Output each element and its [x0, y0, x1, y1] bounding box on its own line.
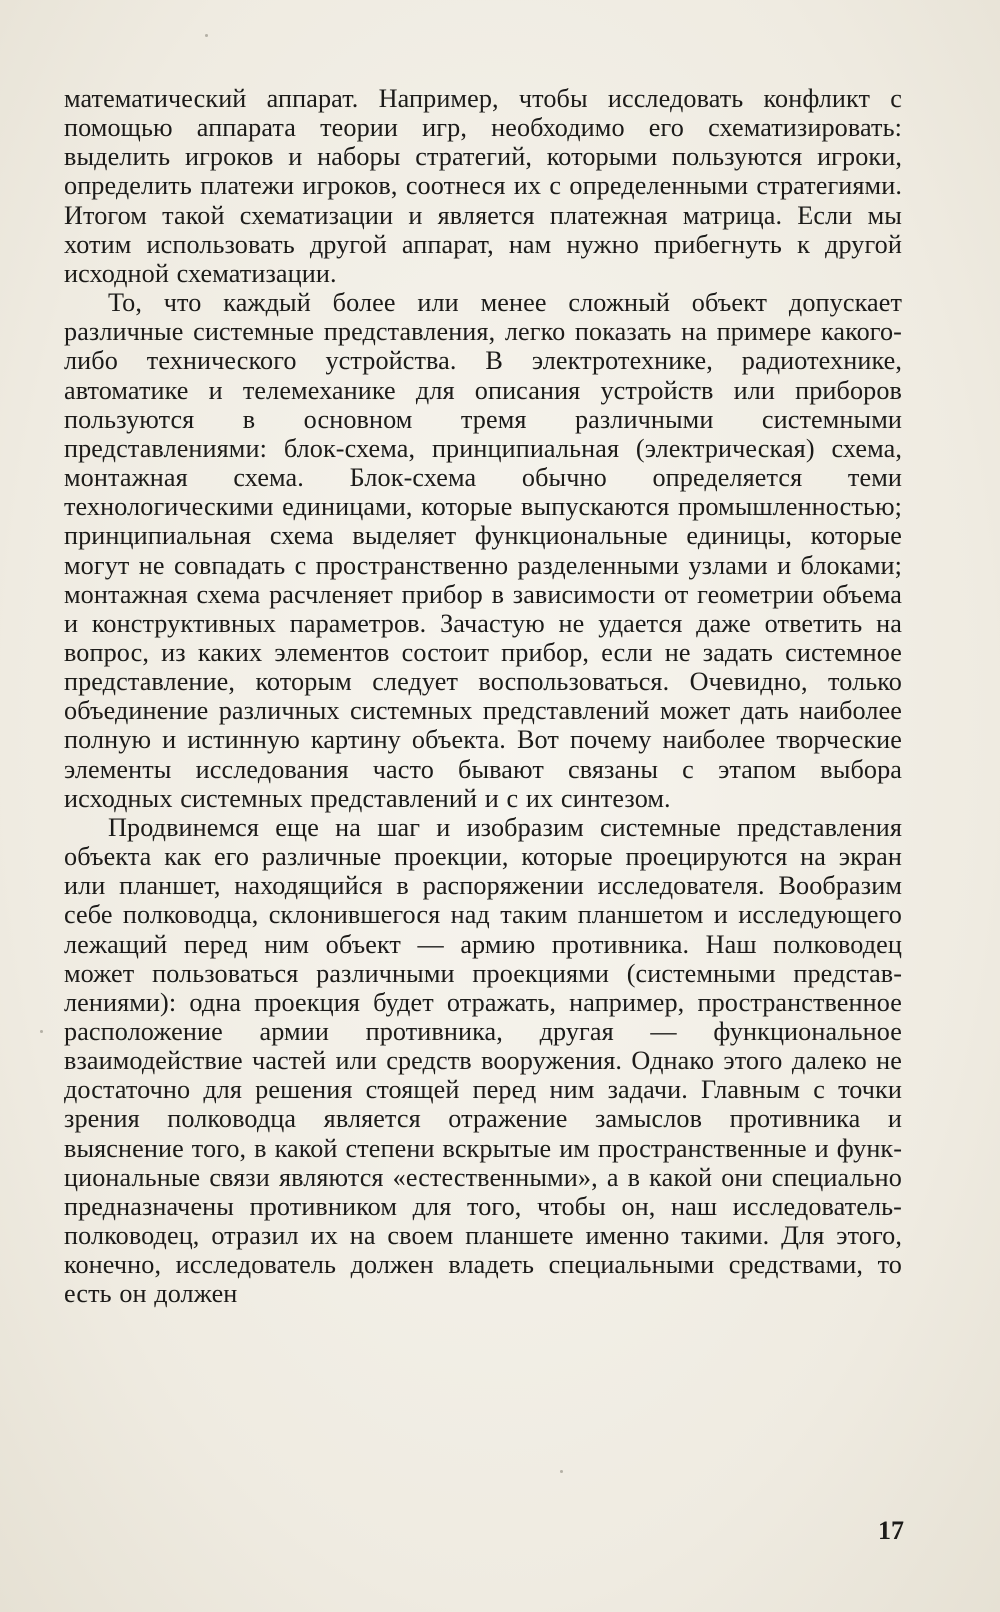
paper-speck: [205, 34, 208, 37]
body-text: [64, 84, 902, 1309]
paragraph-1: математический аппарат. Например, чтобы исследовать конфликт с помощью аппарата теории игр, необходимо его схематизировать: выделить игроков и наборы стратегий, которыми пользуются игроки, определить платежи игроков, соотнеся их с определенными стратегиями. Итогом такой схематизации и является платежная матрица. Если мы хотим использовать другой аппарат, нам нужно прибегнуть к другой исходной схематизации.: [64, 84, 902, 288]
paper-speck: [40, 1030, 43, 1033]
paragraph-2: То, что каждый более или менее сложный объект допускает различные системные представления, легко показать на примере какого-либо технического устройства. В электротехнике, радиотехнике, автоматике и телемеханике для описания устройств или приборов пользуются в основном тремя различными системными представлениями: блок-схема, принципиальная (электрическая) схема, монтажная схема. Блок-схема обычно определяется теми технологическими единицами, которые выпускаются промышленностью; принципиальная схема выделяет функциональные единицы, которые могут не совпадать с пространственно разделенными узлами и блоками; монтажная схема расчленяет прибор в зависимости от геометрии объема и конструктивных параметров. Зачастую не удается даже ответить на вопрос, из каких элементов состоит прибор, если не задать системное представление, которым следует воспользоваться. Очевидно, только объединение различных системных представлений может дать наиболее полную и истинную картину объекта. Вот почему наиболее творческие элементы исследования часто бывают связаны с этапом выбора исходных системных представлений и с их синтезом.: [64, 288, 902, 813]
paragraph-3: Продвинемся еще на шаг и изобразим системные представления объекта как его различные проекции, которые проецируются на экран или планшет, находящийся в распоряжении исследователя. Вообразим себе полководца, склонившегося над таким планшетом и исследующего лежащий перед ним объект — армию противника. Наш полководец может пользоваться различными проекциями (системными представлениями): одна проекция будет отражать, например, пространственное расположение армии противника, другая — функциональное взаимодействие частей или средств вооружения. Однако этого далеко не достаточно для решения стоящей перед ним задачи. Главным с точки зрения полководца является отражение замыслов противника и выяснение того, в какой степени вскрытые им пространственные и функциональные связи являются «естественными», а в какой они специально предназначены противником для того, чтобы он, наш исследователь-полководец, отразил их на своем планшете именно такими. Для этого, конечно, исследователь должен владеть специальными средствами, то есть он должен: [64, 812, 902, 1309]
paper-speck: [560, 1470, 563, 1473]
page-number: 17: [878, 1516, 904, 1545]
